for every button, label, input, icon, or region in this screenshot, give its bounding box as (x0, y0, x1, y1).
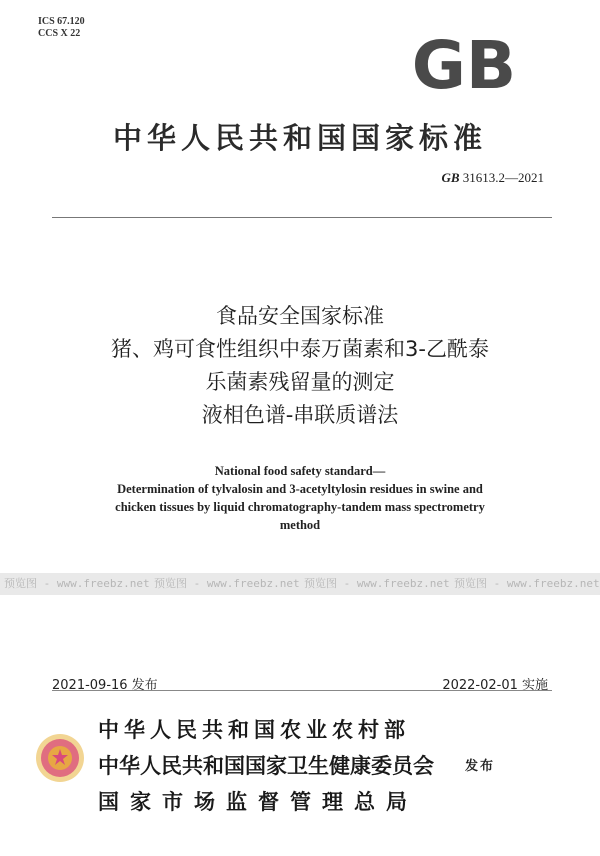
chinese-title-line: 乐菌素残留量的测定 (205, 370, 395, 394)
header-divider (52, 217, 552, 218)
gb-logo (403, 32, 525, 94)
national-standard-title: 中华人民共和国国家标准 (112, 121, 487, 155)
issuer-line: 中华人民共和国国家卫生健康委员会 (98, 754, 434, 778)
issuing-authorities (98, 712, 434, 820)
chinese-title (0, 300, 600, 432)
issue-word: 发布 (465, 759, 496, 774)
watermark-text: 预览图 - www.freebz.net (454, 577, 600, 590)
chinese-title-line: 猪、鸡可食性组织中泰万菌素和3-乙酰泰 (111, 337, 489, 361)
classification-codes (38, 16, 85, 40)
standard-number-value: 31613.2—2021 (459, 170, 544, 185)
watermark-text: 预览图 - www.freebz.net (4, 577, 150, 590)
english-title-line: National food safety standard— (214, 464, 386, 478)
ccs-code: CCS X 22 (38, 28, 81, 39)
chinese-title-line: 食品安全国家标准 (216, 304, 384, 328)
gb-logo-text: GB (411, 32, 517, 94)
english-title (30, 462, 570, 534)
watermark-text: 预览图 - www.freebz.net (304, 577, 450, 590)
chinese-title-line: 液相色谱-串联质谱法 (201, 403, 399, 427)
issuer-line: 中华人民共和国农业农村部 (98, 718, 410, 742)
issuer-line: 国家市场监督管理总局 (98, 790, 418, 814)
english-title-line: chicken tissues by liquid chromatography-tandem mass spectrometry (115, 500, 485, 514)
implement-date: 2022-02-01 实施 (442, 678, 548, 693)
issue-date: 2021-09-16 发布 (52, 678, 158, 693)
english-title-line: method (279, 518, 321, 532)
national-emblem-icon (34, 732, 86, 784)
date-divider (52, 690, 552, 691)
standard-number (441, 170, 544, 186)
english-title-line: Determination of tylvalosin and 3-acetyltylosin residues in swine and (117, 482, 483, 496)
watermark-band (0, 573, 600, 595)
ics-code: ICS 67.120 (38, 16, 85, 27)
standard-number-prefix: GB (441, 170, 460, 185)
watermark-text: 预览图 - www.freebz.net (154, 577, 300, 590)
